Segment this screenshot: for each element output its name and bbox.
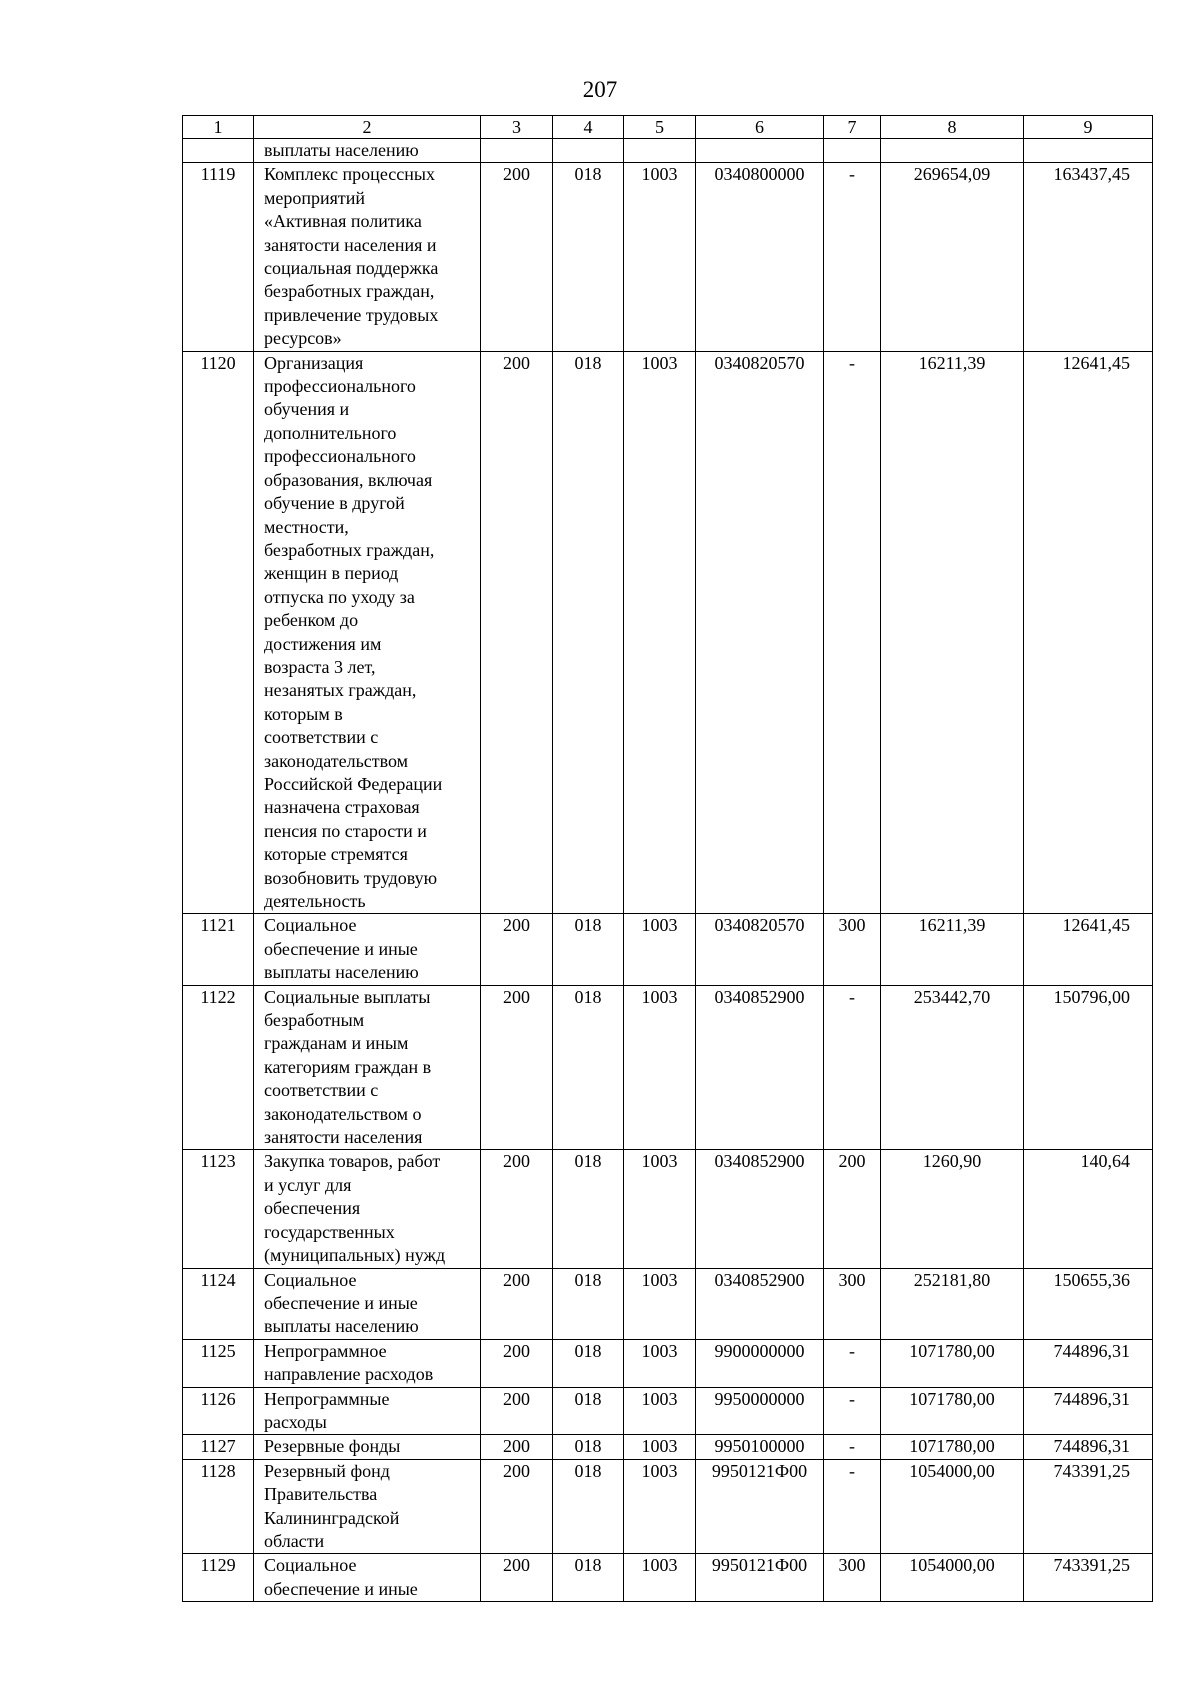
cell-col-4: 018 (553, 1150, 624, 1268)
cell-col-7: - (824, 1435, 881, 1459)
table-row (183, 1339, 1153, 1387)
cell-col-3 (481, 139, 553, 163)
cell-name (254, 1387, 481, 1435)
budget-table (182, 115, 1153, 1602)
cell-col-3: 200 (481, 1459, 553, 1554)
name-line: (муниципальных) нужд (264, 1245, 446, 1266)
cell-col-9: 12641,45 (1024, 351, 1153, 914)
cell-name (254, 1554, 481, 1602)
cell-col-4: 018 (553, 351, 624, 914)
cell-num: 1121 (183, 914, 254, 985)
name-line: и услуг для (264, 1174, 352, 1195)
name-line: обучения и (264, 399, 350, 420)
name-line: Резервные фонды (264, 1436, 401, 1457)
cell-col-7: - (824, 1459, 881, 1554)
name-line: Социальное (264, 915, 357, 936)
name-line: области (264, 1530, 325, 1551)
name-line: Социальное (264, 1269, 357, 1290)
cell-name (254, 1339, 481, 1387)
cell-col-9: 150796,00 (1024, 985, 1153, 1150)
cell-col-7: - (824, 1339, 881, 1387)
name-line: дополнительного (264, 422, 397, 443)
name-line: профессионального (264, 446, 416, 467)
header-col-6: 6 (696, 116, 824, 139)
cell-col-3: 200 (481, 1387, 553, 1435)
cell-col-9: 744896,31 (1024, 1435, 1153, 1459)
name-line: обучение в другой (264, 493, 405, 514)
name-line: мероприятий (264, 187, 366, 208)
cell-name (254, 914, 481, 985)
cell-col-9: 12641,45 (1024, 914, 1153, 985)
name-line: достижения им (264, 633, 382, 654)
cell-col-7: - (824, 985, 881, 1150)
cell-col-3: 200 (481, 1339, 553, 1387)
table-row (183, 1387, 1153, 1435)
cell-name (254, 163, 481, 351)
header-col-4: 4 (553, 116, 624, 139)
table-row (183, 351, 1153, 914)
cell-col-4: 018 (553, 1554, 624, 1602)
name-line: выплаты населению (264, 1316, 419, 1337)
cell-col-9: 150655,36 (1024, 1268, 1153, 1339)
name-line: деятельность (264, 891, 366, 911)
cell-col-4 (553, 139, 624, 163)
name-line: Калининградской (264, 1507, 400, 1528)
cell-num: 1125 (183, 1339, 254, 1387)
cell-col-4: 018 (553, 1435, 624, 1459)
cell-col-9: 744896,31 (1024, 1387, 1153, 1435)
cell-num: 1119 (183, 163, 254, 351)
page-number: 207 (582, 77, 618, 102)
cell-col-3: 200 (481, 914, 553, 985)
cell-col-7: 300 (824, 1268, 881, 1339)
cell-num: 1122 (183, 985, 254, 1150)
cell-col-5 (624, 139, 696, 163)
header-row (183, 116, 1153, 139)
name-line: возобновить трудовую (264, 867, 438, 888)
cell-num: 1128 (183, 1459, 254, 1554)
cell-col-8 (881, 139, 1024, 163)
name-line: безработным (264, 1010, 365, 1031)
name-line: незанятых граждан, (264, 680, 417, 701)
name-line: возраста 3 лет, (264, 656, 376, 677)
cell-col-6: 9950100000 (696, 1435, 824, 1459)
table-row (183, 1554, 1153, 1602)
cell-col-9: 140,64 (1024, 1150, 1153, 1268)
cell-name (254, 1150, 481, 1268)
cell-col-5: 1003 (624, 1435, 696, 1459)
name-line: законодательством (264, 750, 409, 771)
cell-col-3: 200 (481, 351, 553, 914)
name-line: безработных граждан, (264, 281, 435, 302)
cell-col-9: 744896,31 (1024, 1339, 1153, 1387)
name-line: Резервный фонд (264, 1460, 390, 1481)
cell-col-5: 1003 (624, 1387, 696, 1435)
cell-col-9 (1024, 139, 1153, 163)
name-line: выплаты населению (264, 962, 419, 983)
header-col-3: 3 (481, 116, 553, 139)
cell-name (254, 985, 481, 1150)
cell-col-7: 300 (824, 1554, 881, 1602)
header-col-7: 7 (824, 116, 881, 139)
cell-name (254, 1459, 481, 1554)
name-line: ресурсов» (264, 328, 342, 349)
name-line: «Активная политика (264, 211, 422, 232)
cell-col-5: 1003 (624, 351, 696, 914)
name-line: занятости населения (264, 1127, 423, 1148)
name-line: Непрограммное (264, 1340, 387, 1361)
cell-col-6: 9950000000 (696, 1387, 824, 1435)
cell-col-5: 1003 (624, 1339, 696, 1387)
cell-col-3: 200 (481, 985, 553, 1150)
cell-col-8: 252181,80 (881, 1268, 1024, 1339)
name-line: соответствии с (264, 727, 379, 748)
cell-col-6: 0340820570 (696, 914, 824, 985)
cell-col-8: 1260,90 (881, 1150, 1024, 1268)
cell-col-8: 1071780,00 (881, 1387, 1024, 1435)
cell-col-5: 1003 (624, 985, 696, 1150)
name-line: ребенком до (264, 610, 359, 631)
cell-num (183, 139, 254, 163)
cell-col-7: - (824, 1387, 881, 1435)
name-line: направление расходов (264, 1364, 434, 1385)
cell-name (254, 139, 481, 163)
cell-num: 1120 (183, 351, 254, 914)
cell-col-7 (824, 139, 881, 163)
name-line: привлечение трудовых (264, 304, 439, 325)
table-row (183, 1459, 1153, 1554)
cell-col-6: 9950121Ф00 (696, 1459, 824, 1554)
header-col-1: 1 (183, 116, 254, 139)
cell-col-3: 200 (481, 1435, 553, 1459)
cell-col-4: 018 (553, 1339, 624, 1387)
name-line: отпуска по уходу за (264, 586, 415, 607)
name-line: гражданам и иным (264, 1033, 409, 1054)
cell-col-7: - (824, 351, 881, 914)
cell-col-8: 253442,70 (881, 985, 1024, 1150)
name-line: законодательством о (264, 1103, 422, 1124)
table-row (183, 914, 1153, 985)
cell-col-9: 743391,25 (1024, 1554, 1153, 1602)
cell-col-5: 1003 (624, 1150, 696, 1268)
cell-col-4: 018 (553, 163, 624, 351)
name-line: женщин в период (264, 563, 399, 584)
cell-col-5: 1003 (624, 1459, 696, 1554)
cell-col-5: 1003 (624, 163, 696, 351)
cell-col-8: 1071780,00 (881, 1339, 1024, 1387)
name-line: государственных (264, 1221, 395, 1242)
cell-col-5: 1003 (624, 1268, 696, 1339)
cell-col-4: 018 (553, 1268, 624, 1339)
cell-col-9: 743391,25 (1024, 1459, 1153, 1554)
cell-col-6: 0340820570 (696, 351, 824, 914)
cell-col-4: 018 (553, 914, 624, 985)
name-line: безработных граждан, (264, 539, 435, 560)
name-line: социальная поддержка (264, 258, 439, 279)
header-col-5: 5 (624, 116, 696, 139)
name-line: Закупка товаров, работ (264, 1151, 441, 1172)
cell-num: 1129 (183, 1554, 254, 1602)
cell-col-8: 269654,09 (881, 163, 1024, 351)
name-line: которым в (264, 703, 343, 724)
name-line: Российской Федерации (264, 773, 443, 794)
name-line: расходы (264, 1411, 327, 1432)
cell-col-6: 0340852900 (696, 985, 824, 1150)
cell-col-6: 0340852900 (696, 1150, 824, 1268)
name-line: категориям граждан в (264, 1056, 432, 1077)
cell-col-3: 200 (481, 163, 553, 351)
name-line: назначена страховая (264, 797, 420, 818)
table-row (183, 1268, 1153, 1339)
cell-col-6 (696, 139, 824, 163)
cell-col-8: 1054000,00 (881, 1459, 1024, 1554)
cell-col-7: - (824, 163, 881, 351)
cell-col-6: 9950121Ф00 (696, 1554, 824, 1602)
name-line: образования, включая (264, 469, 433, 490)
table-row (183, 163, 1153, 351)
name-line: занятости населения и (264, 234, 437, 255)
cell-col-4: 018 (553, 1459, 624, 1554)
cell-col-7: 200 (824, 1150, 881, 1268)
cell-name (254, 351, 481, 914)
cell-num: 1126 (183, 1387, 254, 1435)
cell-col-8: 1054000,00 (881, 1554, 1024, 1602)
cell-col-3: 200 (481, 1150, 553, 1268)
name-line: обеспечения (264, 1198, 361, 1219)
name-line: местности, (264, 516, 349, 537)
header-col-9: 9 (1024, 116, 1153, 139)
cell-num: 1123 (183, 1150, 254, 1268)
cell-col-4: 018 (553, 1387, 624, 1435)
table-body (183, 139, 1153, 1602)
name-line: Комплекс процессных (264, 164, 435, 185)
header-col-8: 8 (881, 116, 1024, 139)
name-line: Непрограммные (264, 1388, 390, 1409)
cell-name (254, 1435, 481, 1459)
cell-col-9: 163437,45 (1024, 163, 1153, 351)
cell-col-3: 200 (481, 1554, 553, 1602)
cell-col-3: 200 (481, 1268, 553, 1339)
name-line: обеспечение и иные (264, 1578, 418, 1599)
continuation-row (183, 139, 1153, 163)
cell-num: 1124 (183, 1268, 254, 1339)
name-line: Организация (264, 352, 364, 373)
header-col-2: 2 (254, 116, 481, 139)
table-row (183, 1150, 1153, 1268)
name-line: обеспечение и иные (264, 938, 418, 959)
name-line: пенсия по старости и (264, 820, 427, 841)
cell-name (254, 1268, 481, 1339)
cell-num: 1127 (183, 1435, 254, 1459)
table-row (183, 985, 1153, 1150)
cell-col-5: 1003 (624, 1554, 696, 1602)
cell-col-8: 16211,39 (881, 351, 1024, 914)
name-line: выплаты населению (264, 140, 419, 160)
name-line: Социальное (264, 1555, 357, 1576)
cell-col-6: 0340852900 (696, 1268, 824, 1339)
name-line: обеспечение и иные (264, 1292, 418, 1313)
name-line: соответствии с (264, 1080, 379, 1101)
cell-col-6: 9900000000 (696, 1339, 824, 1387)
cell-col-6: 0340800000 (696, 163, 824, 351)
cell-col-8: 16211,39 (881, 914, 1024, 985)
name-line: которые стремятся (264, 844, 408, 865)
name-line: профессионального (264, 376, 416, 397)
cell-col-7: 300 (824, 914, 881, 985)
cell-col-4: 018 (553, 985, 624, 1150)
name-line: Правительства (264, 1484, 378, 1505)
cell-col-5: 1003 (624, 914, 696, 985)
name-line: Социальные выплаты (264, 986, 431, 1007)
cell-col-8: 1071780,00 (881, 1435, 1024, 1459)
table-row (183, 1435, 1153, 1459)
